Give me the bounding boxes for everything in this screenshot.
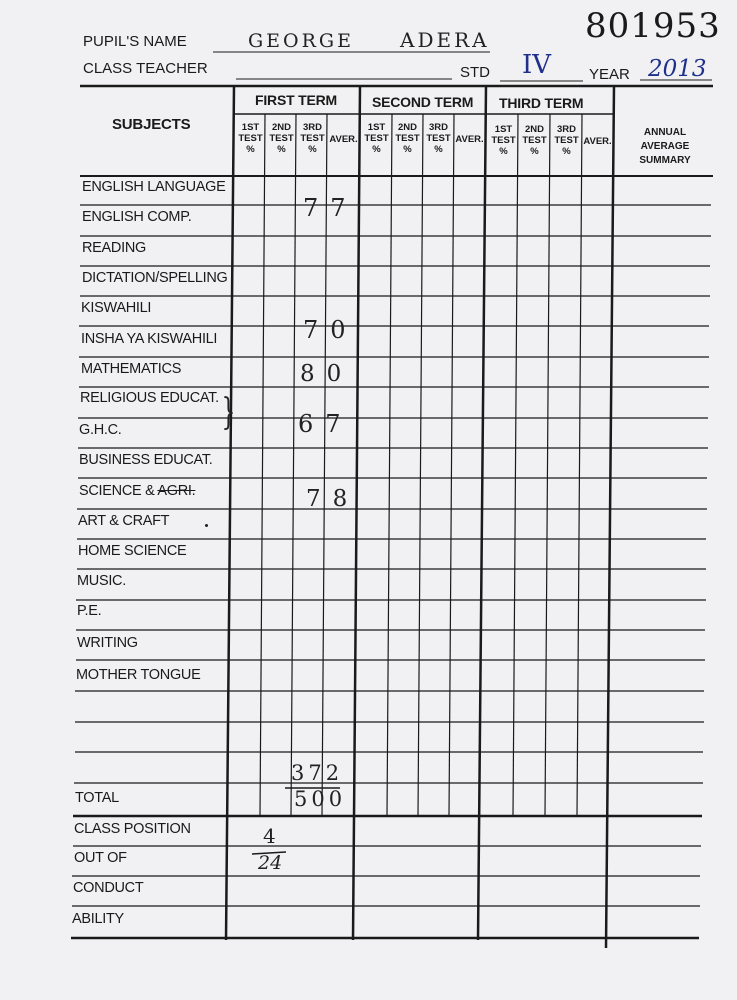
mark-science: 78 [306,486,360,512]
subject-home-science: HOME SCIENCE [78,543,187,559]
subject-mother-tongue: MOTHER TONGUE [76,667,201,683]
pupil-first-name: GEORGE [248,30,354,52]
subject-writing: WRITING [77,635,138,651]
year-label: YEAR [589,66,630,83]
pupil-last-name: ADERA [400,28,490,52]
bracket-mark: } [221,392,236,433]
subject-ghc: G.H.C. [79,422,122,438]
subject-religious: RELIGIOUS EDUCAT. [80,390,219,406]
mark-insha: 70 [303,316,358,344]
out-of-value: 24 [258,852,283,874]
ability-label: ABILITY [72,911,124,927]
class-position-label: CLASS POSITION [74,821,191,837]
total-score: 372 [291,761,344,785]
subject-reading: READING [82,240,146,256]
subject-kiswahili: KISWAHILI [81,300,152,316]
year-value: 2013 [648,56,707,82]
col-third-term-3rd: 3RD TEST % [554,124,579,157]
mark-english-comp: 77 [303,194,358,222]
col-first-term-1st: 1ST TEST % [238,122,263,155]
annual-average-header: ANNUAL AVERAGE SUMMARY [639,127,691,166]
col-second-term-aver: AVER. [455,134,484,145]
col-second-term-1st: 1ST TEST % [364,122,389,155]
subject-mathematics: MATHEMATICS [81,361,182,377]
subject-insha: INSHA YA KISWAHILI [81,331,218,347]
col-third-term-1st: 1ST TEST % [491,124,516,157]
subject-english-language: ENGLISH LANGUAGE [82,179,226,195]
class-teacher-label: CLASS TEACHER [83,60,208,77]
col-second-term-3rd: 3RD TEST % [426,122,451,155]
subject-dictation: DICTATION/SPELLING [82,270,228,286]
first-term-header: FIRST TERM [255,92,337,108]
total-max: 500 [294,787,347,811]
mark-religious-ghc: 67 [298,410,353,438]
out-of-label: OUT OF [74,850,127,866]
subject-english-comp: ENGLISH COMP. [82,209,192,225]
subject-pe: P.E. [77,603,102,619]
subject-business: BUSINESS EDUCAT. [79,452,213,468]
subject-art-craft: ART & CRAFT [78,513,170,529]
std-value: IV [522,50,552,80]
col-second-term-2nd: 2ND TEST % [395,122,420,155]
conduct-label: CONDUCT [73,880,144,896]
second-term-header: SECOND TERM [372,94,474,110]
std-label: STD [460,64,490,81]
pupil-name-label: PUPIL'S NAME [83,33,187,50]
col-third-term-2nd: 2ND TEST % [522,124,547,157]
stray-dot [205,524,208,527]
third-term-header: THIRD TERM [499,95,584,111]
col-first-term-aver: AVER. [329,134,358,145]
col-first-term-3rd: 3RD TEST % [300,122,325,155]
col-first-term-2nd: 2ND TEST % [269,122,294,155]
subject-music: MUSIC. [77,573,126,589]
col-third-term-aver: AVER. [583,136,612,147]
serial-number: 801953 [585,6,721,46]
subjects-header: SUBJECTS [112,116,191,133]
class-position-value: 4 [263,824,276,848]
total-label: TOTAL [75,790,119,806]
mark-mathematics: 80 [300,361,354,387]
subject-science: SCIENCE & AGRI. [79,483,196,499]
